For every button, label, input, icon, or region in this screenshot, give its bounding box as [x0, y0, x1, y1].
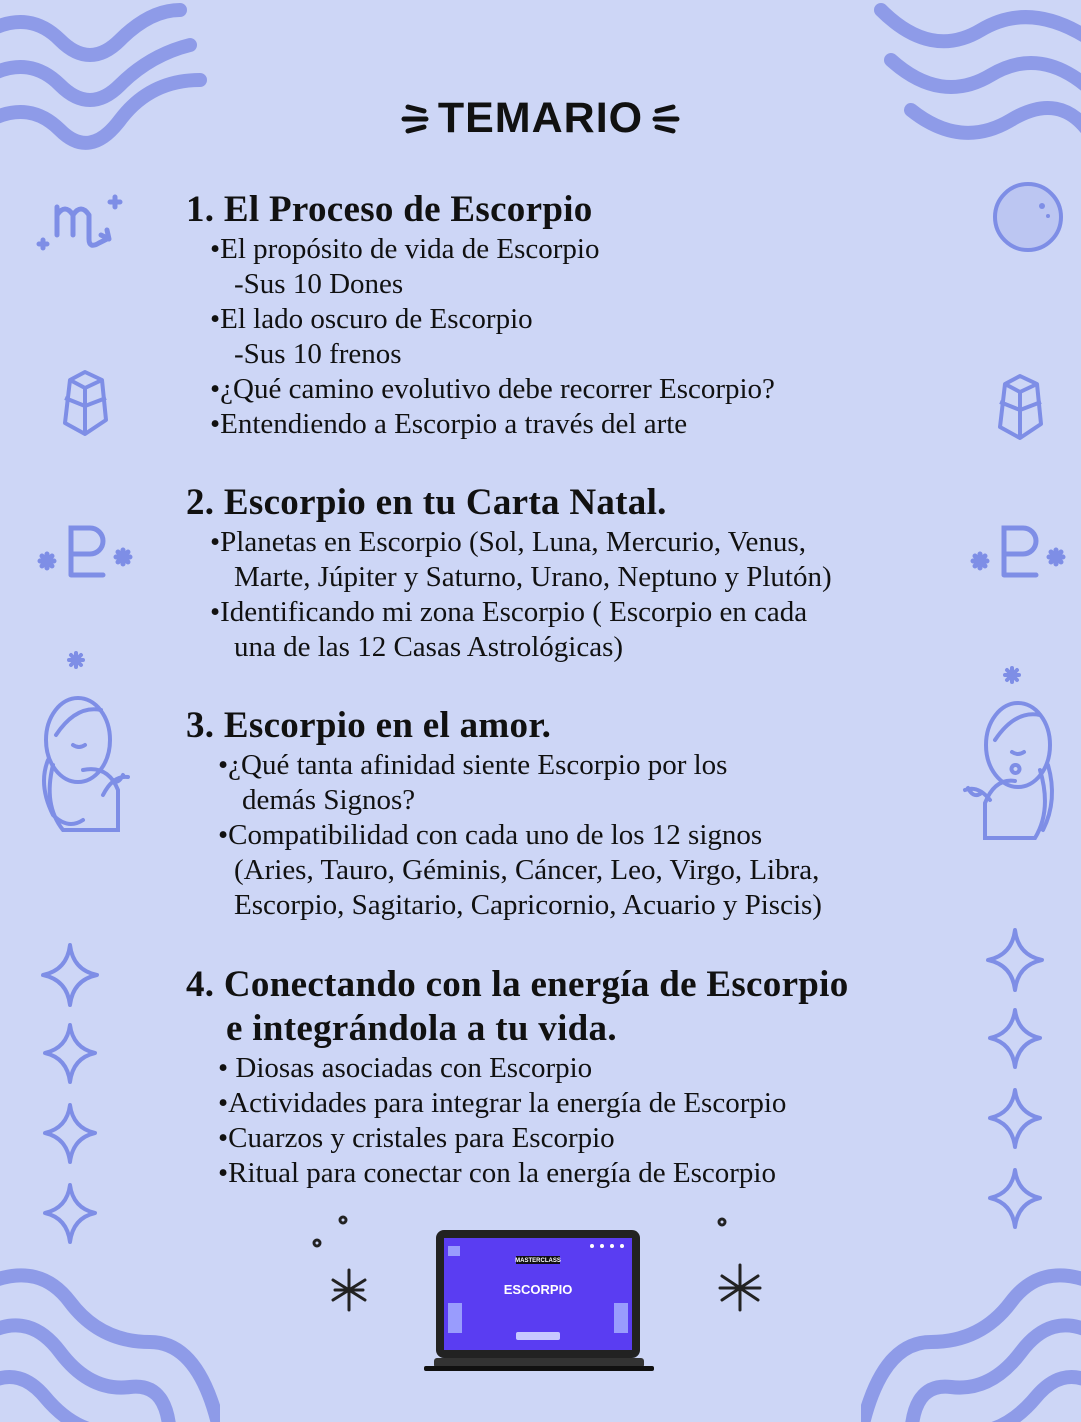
star-doodle-left-icon — [305, 1210, 385, 1320]
list-item: •El lado oscuro de Escorpio — [210, 303, 533, 335]
star-doodle-right-icon — [700, 1210, 780, 1320]
wave-ornament-bottom-left — [0, 1262, 220, 1422]
header-dash-right-icon — [651, 99, 681, 139]
sparkles-icon-left — [35, 940, 105, 1250]
laptop-title: ESCORPIO — [503, 1282, 573, 1297]
pluto-symbol-icon-left — [35, 520, 135, 585]
section-2 — [186, 481, 832, 665]
pluto-symbol-icon-right — [968, 520, 1068, 585]
moon-icon — [988, 180, 1068, 255]
wave-ornament-bottom-right — [861, 1262, 1081, 1422]
list-item: (Aries, Tauro, Géminis, Cáncer, Leo, Virgo, Libra, — [234, 854, 820, 886]
list-item: •Cuarzos y cristales para Escorpio — [218, 1122, 615, 1154]
list-item: una de las 12 Casas Astrológicas) — [234, 631, 624, 663]
laptop-illustration — [424, 1228, 654, 1372]
list-item: •¿Qué camino evolutivo debe recorrer Escorpio? — [210, 373, 775, 405]
section-1 — [186, 188, 775, 442]
list-item: -Sus 10 Dones — [234, 268, 404, 300]
list-item: •El propósito de vida de Escorpio — [210, 233, 600, 265]
section-title-continued: e integrándola a tu vida. — [226, 1008, 617, 1049]
list-item: •Entendiendo a Escorpio a través del arte — [210, 408, 688, 440]
woman-illustration-right — [960, 660, 1070, 845]
list-item: •¿Qué tanta afinidad siente Escorpio por los — [218, 749, 728, 781]
laptop-badge: MASTERCLASS — [515, 1258, 561, 1264]
list-item: • Diosas asociadas con Escorpio — [218, 1052, 593, 1084]
list-item: •Planetas en Escorpio (Sol, Luna, Mercurio, Venus, — [210, 526, 806, 558]
list-item: •Compatibilidad con cada uno de los 12 signos — [218, 819, 763, 851]
page-title: TEMARIO — [437, 94, 644, 143]
list-item: Escorpio, Sagitario, Capricornio, Acuario y Piscis) — [234, 889, 822, 921]
scorpio-symbol-icon — [35, 185, 130, 260]
list-item: Marte, Júpiter y Saturno, Urano, Neptuno y Plutón) — [234, 561, 832, 593]
woman-illustration-left — [28, 645, 138, 840]
section-3 — [186, 704, 822, 923]
header-dash-left-icon — [400, 99, 430, 139]
header — [0, 92, 1081, 143]
sparkles-icon-right — [980, 925, 1050, 1235]
list-item: •Identificando mi zona Escorpio ( Escorpio en cada — [210, 596, 808, 628]
crystal-icon-left — [60, 368, 110, 438]
section-title: 1. El Proceso de Escorpio — [186, 189, 593, 230]
list-item: •Ritual para conectar con la energía de Escorpio — [218, 1157, 776, 1189]
section-4 — [186, 963, 849, 1191]
section-title: 4. Conectando con la energía de Escorpio — [186, 964, 849, 1005]
section-title: 2. Escorpio en tu Carta Natal. — [186, 482, 667, 523]
section-title: 3. Escorpio en el amor. — [186, 705, 552, 746]
crystal-icon-right — [995, 372, 1045, 442]
list-item: •Actividades para integrar la energía de Escorpio — [218, 1087, 787, 1119]
list-item: -Sus 10 frenos — [234, 338, 402, 370]
list-item: demás Signos? — [242, 784, 416, 816]
